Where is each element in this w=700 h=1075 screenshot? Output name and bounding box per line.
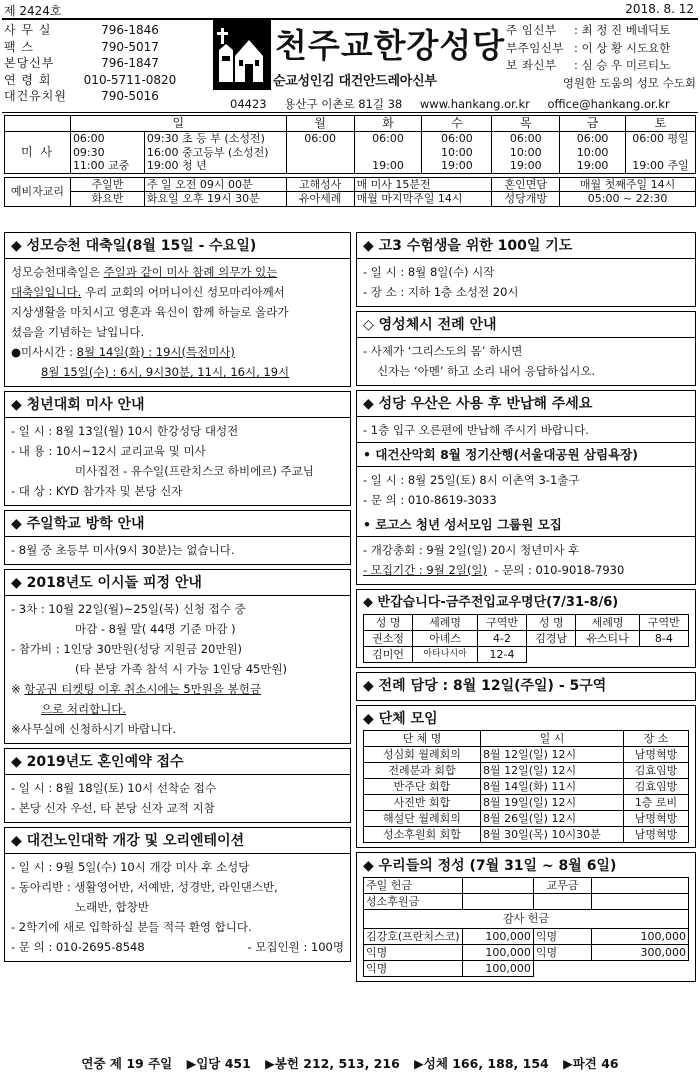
priest-role: 부주임신부 [506, 40, 565, 55]
church-subtitle: 순교성인김 대건안드레아신부 [273, 74, 437, 89]
tuesday-mass [354, 132, 422, 174]
table-cell: 8월 19일(일) 12시 [481, 795, 624, 811]
text-span: - 문의 : 010-9018-7930 [494, 563, 625, 577]
notice-line: - 일 시 : 9월 5일(수) 10시 개강 미사 후 소성당 [11, 860, 250, 874]
sunday-mass-sub [144, 132, 286, 174]
mass-time: 06:00 [372, 132, 404, 145]
table-cell [592, 961, 689, 977]
notice-title: ◆ 주일학교 방학 안내 [11, 516, 145, 532]
day-tuesday: 화 [354, 116, 422, 132]
divider [5, 258, 350, 259]
table-cell: 익명 [364, 961, 463, 977]
day-friday: 금 [560, 116, 626, 132]
catechism-row [5, 192, 696, 207]
priest-row [506, 75, 696, 93]
notice-title: ◆ 성당 우산은 사용 후 반납해 주세요 [363, 396, 593, 412]
priest-name: : 심 승 우 미르티노 [574, 58, 671, 72]
priest-row [506, 40, 696, 58]
notice-line [363, 560, 689, 580]
underlined-text: - 모집기간 : 9월 2일(일) [363, 563, 488, 577]
notice-line: - 일 시 : 8월 8일(수) 시작 [363, 265, 495, 279]
contact-label: 본당신부 [4, 56, 55, 70]
wednesday-mass [422, 132, 492, 174]
notice-title: ◆ 전례 담당 : 8월 12일(주일) - 5구역 [363, 678, 607, 694]
day-monday: 월 [286, 116, 354, 132]
issue-bar [4, 2, 694, 18]
mass-time: 19:00 [441, 159, 473, 173]
table-cell: 성소후원금 [364, 894, 463, 910]
table-cell: 8월 12일(일) 12시 [481, 747, 624, 763]
text-span: - 모집인원 : 100명 [247, 940, 344, 954]
mass-label: 미 사 [5, 132, 71, 174]
contact-row [4, 88, 214, 105]
column-header: 구역반 [639, 615, 688, 631]
notice-line: - 일 시 : 8월 25일(토) 8시 이촌역 3-1출구 [363, 473, 580, 487]
contact-row [4, 72, 214, 89]
confession-label: 고해성사 [286, 177, 354, 192]
notice-title: ◆ 2018년도 이시돌 피정 안내 [11, 575, 202, 591]
notice-line: - 일 시 : 8월 18일(토) 10시 선착순 접수 [11, 781, 217, 795]
contact-list [4, 22, 214, 105]
mass-time: 10:00 [576, 145, 609, 159]
table-row [364, 763, 689, 779]
text-span: ●미사시간 : [11, 345, 77, 359]
underlined-text: 대축일입니다. [11, 285, 82, 299]
column-header: 일 시 [481, 731, 624, 747]
mass-time: 06:00 평일 [632, 132, 689, 145]
underlined-text: 8월 14일(화) : 19시(특전미사) [76, 345, 235, 359]
priest-role [506, 75, 563, 93]
divider [5, 536, 350, 537]
table-cell: 성소후원회 회합 [364, 827, 481, 843]
hiking-club-title: • 대건산악회 8월 정기산행(서울대공원 삼림욕장) [363, 447, 638, 462]
retreat-notice [4, 569, 351, 744]
thursday-mass [492, 132, 560, 174]
notice-line: (타 본당 가족 참석 시 가능 1인당 45만원) [75, 662, 288, 676]
schedule-corner [5, 116, 71, 132]
priest-list [506, 22, 696, 92]
hymn-entrance: ▶입당 451 [186, 1056, 251, 1071]
bulletin-header [0, 0, 700, 113]
divider [357, 466, 695, 467]
table-cell [592, 894, 689, 910]
contact-row [4, 39, 214, 56]
baptism-label: 유아세례 [286, 192, 354, 207]
notice-line: - 참가비 : 1인당 30만원(성당 지원금 20만원) [11, 642, 243, 656]
sunday-school-notice [4, 510, 351, 565]
table-cell: 반주단 회합 [364, 779, 481, 795]
notice-line: 미사집전 - 유수일(프란치스코 하비에르) 주교님 [75, 464, 314, 478]
column-header: 단 체 명 [364, 731, 481, 747]
notice-title: ◆ 청년대회 미사 안내 [11, 397, 145, 413]
mass-time: 19:00 [372, 159, 404, 173]
divider [357, 442, 695, 443]
right-column [356, 232, 696, 986]
priest-role: 보 좌신부 [506, 58, 557, 72]
group-meetings-notice [356, 705, 696, 848]
table-cell: 교무금 [533, 878, 591, 894]
table-cell: 8월 26일(일) 12시 [481, 811, 624, 827]
elderly-college-notice [4, 827, 351, 962]
notice-title: ◆ 단체 모임 [363, 711, 438, 727]
table-cell [462, 878, 533, 894]
notice-title: ◇ 영성체시 전례 안내 [363, 317, 497, 333]
day-sunday: 일 [70, 116, 286, 132]
table-cell: 남명혁방 [624, 827, 689, 843]
email-link[interactable]: office@hankang.or.kr [547, 97, 670, 111]
contact-row [4, 55, 214, 72]
table-row [364, 631, 689, 647]
notice-line: - 장 소 : 지하 1층 소성전 20시 [363, 285, 519, 299]
table-row [364, 894, 689, 910]
mass-time: 06:00 [304, 132, 336, 145]
address-line [230, 96, 670, 112]
mass-time: 06:00 [576, 132, 609, 145]
notice-line: - 동아리반 : 생활영어반, 서예반, 성경반, 라인댄스반, [11, 880, 278, 894]
mass-time: 06:00 [509, 132, 542, 145]
mass-time: 19:00 [509, 159, 542, 173]
table-cell: 김미언 [364, 647, 413, 663]
mass-time: 09:30 [72, 145, 105, 159]
saturday-mass [625, 132, 695, 174]
issue-date: 2018. 8. 12 [625, 2, 694, 16]
divider [5, 595, 350, 596]
religious-order: 영원한 도움의 성모 수도회 [562, 75, 696, 90]
table-cell: 김효임방 [624, 779, 689, 795]
priest-row [506, 22, 696, 40]
marriage-time: 매월 첫째주일 14시 [560, 177, 696, 192]
contact-value: 796-1847 [101, 56, 159, 70]
notice-title: ◆ 대건노인대학 개강 및 오리엔테이션 [11, 833, 245, 849]
table-cell: 유스티나 [576, 631, 639, 647]
communion-notice [356, 311, 696, 386]
contact-value: 790-5016 [101, 89, 159, 103]
table-row [364, 779, 689, 795]
table-cell: 8월 14일(화) 11시 [481, 779, 624, 795]
catechism-label: 예비자교리 [5, 177, 71, 206]
table-cell: 김강호(프란치스코) [364, 929, 463, 945]
underlined-text: 주일과 같이 미사 참례 의무가 있는 [103, 265, 278, 279]
notice-line: - 일 시 : 8월 13일(월) 10시 한강성당 대성전 [11, 424, 239, 438]
divider [357, 416, 695, 417]
catechism-row [5, 177, 696, 192]
marriage-label: 혼인면담 [492, 177, 560, 192]
column-header: 장 소 [624, 731, 689, 747]
table-cell: 8월 12일(일) 12시 [481, 763, 624, 779]
church-building-icon [213, 20, 271, 90]
hymn-footer [4, 1054, 696, 1072]
mass-time: 19:00 [576, 159, 609, 173]
table-cell: 아녜스 [413, 631, 478, 647]
notice-title: ◆ 2019년도 혼인예약 접수 [11, 754, 184, 770]
contact-value: 796-1846 [101, 23, 159, 37]
column-header: 세례명 [413, 615, 478, 631]
priest-role: 주 임신부 [506, 23, 557, 37]
mass-time: 16:00 중고등부 (소성전) [146, 145, 269, 159]
youth-mass-notice [4, 391, 351, 506]
notice-line [11, 362, 344, 382]
left-column [4, 232, 351, 966]
assumption-notice [4, 232, 351, 387]
header-rule [2, 112, 698, 113]
table-row [364, 811, 689, 827]
table-cell: 100,000 [462, 945, 533, 961]
offering-notice [356, 852, 696, 982]
street-address: 용산구 이촌로 81길 38 [284, 97, 403, 111]
notice-line: - 대 상 : KYD 참가자 및 본당 신자 [11, 484, 183, 498]
column-header: 성 명 [364, 615, 413, 631]
mass-time: 10:00 [509, 145, 542, 159]
mass-schedule-table [4, 115, 696, 207]
divider [5, 774, 350, 775]
divider [357, 536, 695, 537]
confession-time: 매 미사 15분전 [354, 177, 492, 192]
notice-line: - 문 의 : 010-8619-3033 [363, 493, 497, 507]
table-row [364, 747, 689, 763]
column-header: 세례명 [576, 615, 639, 631]
wedding-notice [4, 748, 351, 823]
table-cell: 8-4 [639, 631, 688, 647]
day-wednesday: 수 [422, 116, 492, 132]
table-cell: 성심회 월례회의 [364, 747, 481, 763]
table-row [364, 827, 689, 843]
class-time: 주 일 오전 09시 00분 [144, 177, 286, 192]
table-cell [533, 894, 591, 910]
table-cell [639, 647, 688, 663]
table-cell: 전례분과 회합 [364, 763, 481, 779]
notice-title: ◆ 성모승천 대축일(8월 15일 - 수요일) [11, 238, 257, 254]
mass-time: 06:00 [441, 132, 473, 145]
table-cell: 12-4 [477, 647, 526, 663]
newcomers-table [363, 614, 689, 663]
mass-time: 06:00 [72, 132, 105, 145]
table-cell: 100,000 [462, 961, 533, 977]
text-span: 우리 교회의 어머니이신 성모마리아께서 [81, 285, 285, 299]
table-cell: 100,000 [462, 929, 533, 945]
notice-line: 셨음을 기념하는 날입니다. [11, 325, 145, 339]
table-row [364, 961, 689, 977]
mass-time: 11:00 교중 [72, 159, 130, 173]
table-cell: 8월 30일(목) 10시30분 [481, 827, 624, 843]
notice-line [11, 282, 344, 302]
notice-line [11, 679, 344, 699]
table-cell: 익명 [533, 945, 591, 961]
notice-title: ◆ 고3 수험생을 위한 100일 기도 [363, 238, 573, 254]
table-header-row [364, 731, 689, 747]
opening-label: 성당개방 [492, 192, 560, 207]
mass-time: 09:30 초 등 부 (소성전) [146, 132, 265, 145]
priest-name: : 이 상 황 시도요한 [574, 40, 671, 55]
issue-number: 제 2424호 [4, 4, 62, 18]
notice-line: 마감 - 8월 말( 44명 기준 마감 ) [75, 622, 236, 636]
baptism-time: 매월 마지막주일 14시 [354, 192, 492, 207]
newcomers-notice [356, 589, 696, 668]
thanks-offering-header: 감사 헌금 [364, 910, 689, 929]
notice-line: 신자는 ‘아멘’ 하고 소리 내어 응답하십시오. [377, 364, 596, 378]
table-cell: 남명혁방 [624, 747, 689, 763]
column-header: 성 명 [527, 615, 576, 631]
notice-line: - 2학기에 새로 입학하실 분들 적극 환영 합니다. [11, 920, 252, 934]
friday-mass [560, 132, 626, 174]
divider [357, 258, 695, 259]
notice-line [11, 262, 344, 282]
table-row [364, 647, 689, 663]
table-cell: 김경남 [527, 631, 576, 647]
contact-label: 대건유치원 [4, 89, 67, 103]
monday-mass [286, 132, 354, 174]
opening-hours: 05:00 ~ 22:30 [560, 192, 696, 207]
table-cell: 해설단 월례회의 [364, 811, 481, 827]
divider [5, 853, 350, 854]
table-cell: 익명 [364, 945, 463, 961]
notice-line [11, 937, 344, 957]
table-cell: 사진반 회합 [364, 795, 481, 811]
contact-label: 팩 스 [4, 39, 34, 54]
liturgical-day: 연중 제 19 주일 [81, 1056, 173, 1071]
liturgy-duty-notice [356, 672, 696, 701]
day-thursday: 목 [492, 116, 560, 132]
contact-value: 790-5017 [101, 39, 159, 54]
table-cell: 300,000 [592, 945, 689, 961]
hymn-offertory: ▶봉헌 212, 513, 216 [265, 1056, 400, 1071]
notice-line: - 본당 신자 우선, 타 본당 신자 교적 지참 [11, 801, 215, 815]
class-name: 주일반 [70, 177, 144, 192]
table-row [364, 945, 689, 961]
postal-code: 04423 [230, 97, 267, 111]
contact-label: 연 령 회 [4, 72, 52, 87]
church-logo [213, 20, 506, 92]
table-header-row [364, 615, 689, 631]
table-cell: 권소정 [364, 631, 413, 647]
group-meetings-table [363, 730, 689, 843]
underlined-text: 항공권 티켓팅 이후 취소시에는 5만원을 봉헌금 [24, 682, 261, 696]
table-cell: 익명 [533, 929, 591, 945]
table-cell: 김효임방 [624, 763, 689, 779]
divider [5, 417, 350, 418]
hymn-communion: ▶성체 166, 188, 154 [414, 1056, 549, 1071]
sunday-mass-main [70, 132, 144, 174]
column-header: 구역반 [477, 615, 526, 631]
contact-row [4, 22, 214, 39]
divider [357, 337, 695, 338]
logos-title: • 로고스 청년 성서모임 그룹원 모집 [363, 517, 562, 532]
table-cell: 아타나시아 [413, 647, 478, 663]
table-cell [592, 878, 689, 894]
table-cell [462, 894, 533, 910]
hymn-recessional: ▶파견 46 [563, 1056, 619, 1071]
priest-name: : 최 정 진 베네딕토 [574, 23, 671, 37]
website-link[interactable]: www.hankang.or.kr [419, 97, 530, 111]
offering-table [363, 877, 689, 977]
notice-title: ◆ 우리들의 정성 (7월 31일 ~ 8월 6일) [363, 858, 617, 874]
mass-times-row [5, 132, 696, 174]
table-cell [533, 961, 591, 977]
notice-line [11, 699, 344, 719]
notice-line: - 사제가 ‘그리스도의 몸’ 하시면 [363, 344, 523, 358]
notice-line: 지상생활을 마치시고 영혼과 육신이 함께 하늘로 올라가 [11, 305, 289, 319]
text-span: ※ [11, 682, 25, 696]
table-cell: 주일 헌금 [364, 878, 463, 894]
notice-line: - 내 용 : 10시~12시 교리교육 및 미사 [11, 444, 206, 458]
table-row [364, 929, 689, 945]
underlined-text: 8월 15일(수) : 6시, 9시30분, 11시, 16시, 19시 [41, 365, 290, 379]
church-title: 천주교한강성당 [275, 26, 506, 65]
mass-time: 10:00 [441, 145, 473, 159]
class-name: 화요반 [70, 192, 144, 207]
notice-line: - 개강총회 : 9월 2일(일) 20시 청년미사 후 [363, 543, 580, 557]
notice-line: - 8월 중 초등부 미사(9시 30분)는 없습니다. [11, 543, 235, 557]
priest-row [506, 57, 696, 75]
mass-time: 19:00 청 년 [146, 159, 207, 173]
text-span: - 문 의 : 010-2695-8548 [11, 940, 145, 954]
table-cell: 1층 로비 [624, 795, 689, 811]
underlined-text: 으로 처리합니다. [41, 702, 127, 716]
contact-label: 사 무 실 [4, 23, 52, 37]
table-row [364, 795, 689, 811]
table-cell: 100,000 [592, 929, 689, 945]
text-span: 성모승천대축일은 [11, 265, 104, 279]
notice-line: 노래반, 합창반 [75, 900, 149, 914]
notice-title: ◆ 반갑습니다-금주전입교우명단(7/31-8/6) [363, 595, 619, 610]
class-time: 화요일 오후 19시 30분 [144, 192, 286, 207]
umbrella-notice [356, 390, 696, 585]
contact-value: 010-5711-0820 [83, 72, 177, 87]
table-cell [527, 647, 576, 663]
notice-line: ※사무실에 신청하시기 바랍니다. [11, 722, 177, 736]
mass-time: 19:00 주일 [632, 159, 689, 173]
notice-line [11, 342, 344, 362]
exam-prayer-notice [356, 232, 696, 307]
notice-line: - 1층 입구 오른편에 반납해 주시기 바랍니다. [363, 423, 589, 437]
notice-line: - 3차 : 10월 22일(월)~25일(목) 신청 접수 중 [11, 602, 246, 616]
table-row [364, 878, 689, 894]
schedule-header-row [5, 116, 696, 132]
table-cell [576, 647, 639, 663]
table-row [364, 910, 689, 929]
table-cell: 4-2 [477, 631, 526, 647]
day-saturday: 토 [625, 116, 695, 132]
table-cell: 남명혁방 [624, 811, 689, 827]
